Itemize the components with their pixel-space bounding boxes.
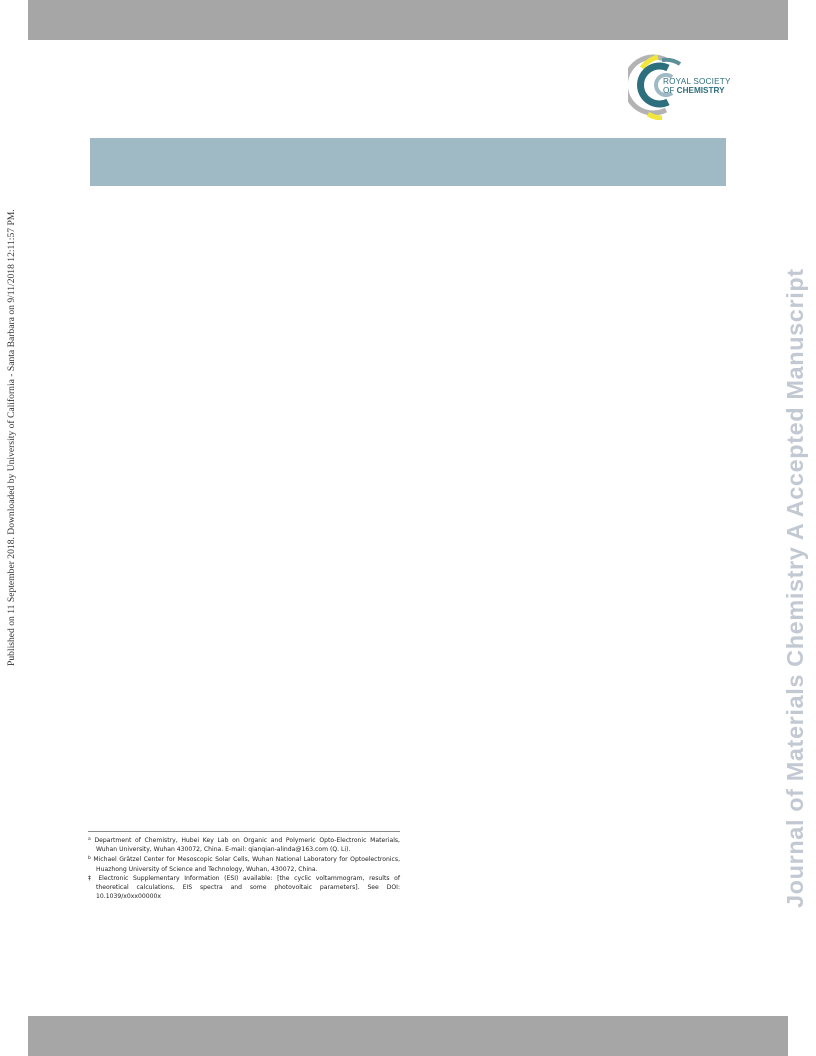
footnote-mark: a [88,837,91,842]
header-bar [28,0,788,40]
footnote-b [88,854,400,873]
logo-line-2-prefix: OF [663,86,677,95]
logo-line-1: ROYAL SOCIETY [663,77,731,86]
logo-line-2 [663,86,731,95]
footnotes [88,831,400,901]
footnote-mark: ‡ [88,874,94,882]
footnote-esi [88,874,400,902]
publication-stamp: Published on 11 September 2018. Downloaded by University of California - Santa Barbara on 9/11/2018 12:11:57 PM. [6,209,17,666]
logo-line-2-bold: CHEMISTRY [676,86,725,95]
footnote-text: Electronic Supplementary Information (ESI) available: [the cyclic voltammogram, results of theoretical calculations, EIS spectra and some photovoltaic parameters]. See DOI: 10.1039/x0xx00000x [96,874,401,901]
title-band [90,138,726,186]
footnote-text: Department of Chemistry, Hubei Key Lab on Organic and Polymeric Opto-Electronic Materials, Wuhan University, Wuhan 430072, China. E-mail: qianqian-alinda@163.com (Q. Li). [94,837,400,854]
accepted-manuscript-watermark: Journal of Materials Chemistry A Accepted Manuscript [782,268,808,908]
rsc-logo-text [663,77,731,95]
footnote-a [88,835,400,854]
footer-bar [28,1016,788,1056]
footnote-text: Michael Grätzel Center for Mesoscopic Solar Cells, Wuhan National Laboratory for Optoelectronics, Huazhong University of Science and Technology, Wuhan, 430072, China. [93,856,401,873]
footnote-mark: b [88,856,91,862]
